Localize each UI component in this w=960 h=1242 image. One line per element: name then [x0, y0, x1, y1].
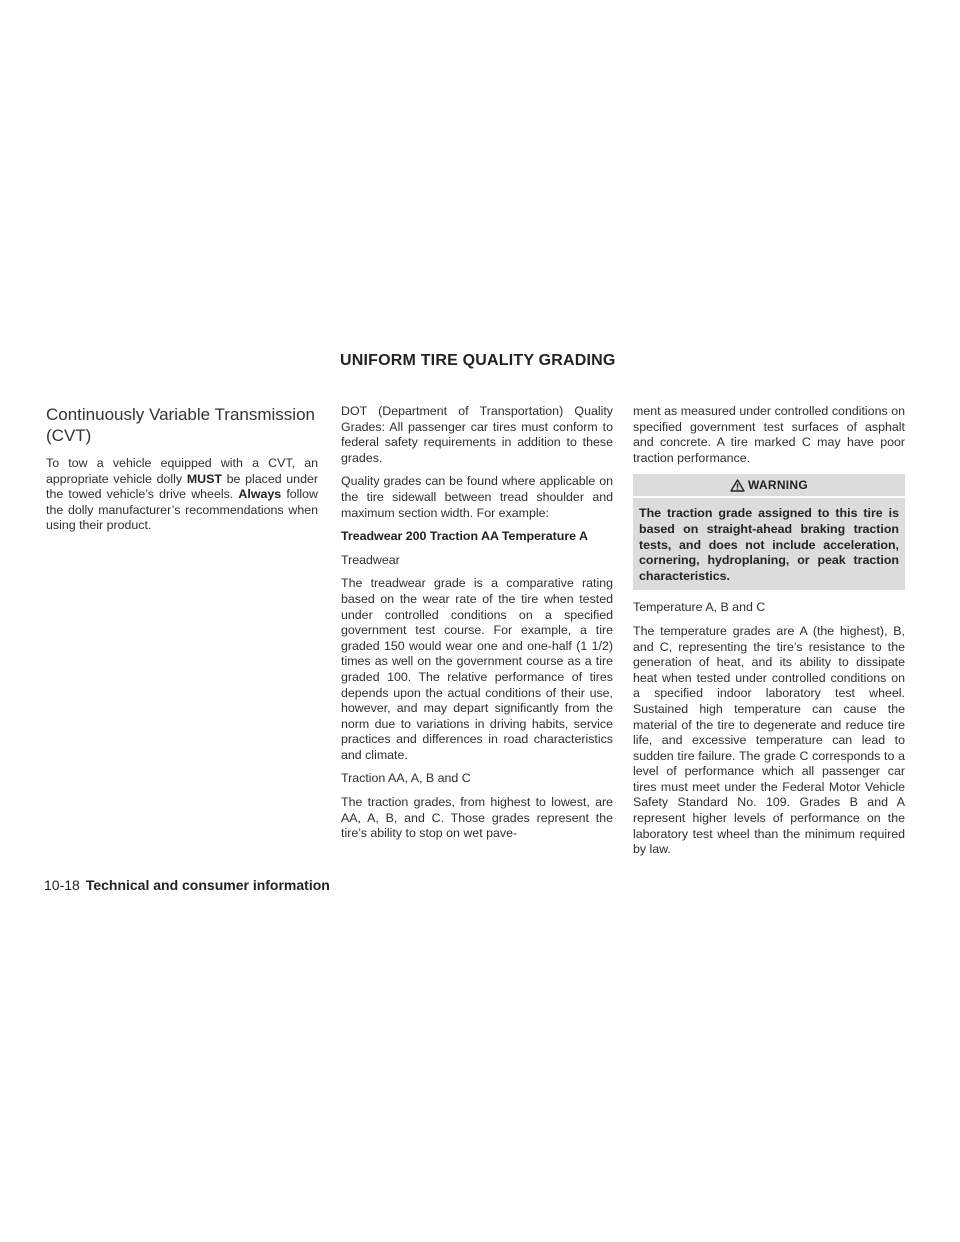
subheading-cvt: Continuously Variable Transmission (CVT) [46, 405, 315, 445]
paragraph-dot-grades: DOT (Department of Transportation) Quality Grades: All passenger car tires must conform to federal safety requirements in addition to these grades. [341, 404, 613, 465]
paragraph-treadwear: The treadwear grade is a comparative rating based on the wear rate of the tire when tested under controlled conditions on a specified government test course. For example, a tire graded 150 would wear one and one-half (1 1/2) times as well on the government course as a tire graded 100. The relative performance of tires depends upon the actual conditions of their use, however, and may depart significantly from the norm due to variations in driving habits, service practices and differences in road characteristics and climate. [341, 576, 613, 762]
text-run: follow the dolly manufacturer’s recommendations when using their product. [46, 487, 318, 533]
text-run: be placed under the towed vehicle’s drive wheels. [46, 471, 318, 502]
warning-triangle-icon [730, 479, 745, 492]
page-footer [44, 877, 330, 893]
heading-traction: Traction AA, A, B and C [341, 771, 471, 786]
column-right [633, 404, 905, 858]
paragraph-cvt-towing [46, 456, 318, 534]
emphasis-always: Always [238, 487, 282, 502]
column-left [46, 404, 318, 542]
text-run: To tow a vehicle equipped with a CVT, an appropriate vehicle dolly [46, 456, 318, 486]
heading-treadwear: Treadwear [341, 552, 400, 567]
paragraph-traction: The traction grades, from highest to lowest, are AA, A, B, and C. Those grades represent the tire’s ability to stop on wet pave- [341, 795, 613, 841]
emphasis-must: MUST [186, 471, 222, 486]
paragraph-grade-location: Quality grades can be found where applicable on the tire sidewall between tread shoulder and maximum section width. For example: [341, 474, 613, 520]
chapter-title: Technical and consumer information [85, 877, 330, 893]
section-title: UNIFORM TIRE QUALITY GRADING [340, 352, 616, 369]
example-grade [341, 529, 613, 545]
page-number: 10-18 [44, 877, 80, 893]
example-grade-text: Treadwear 200 Traction AA Temperature A [341, 529, 588, 544]
warning-header [633, 474, 905, 496]
heading-temperature: Temperature A, B and C [633, 600, 766, 615]
paragraph-temperature: The temperature grades are A (the highest), B, and C, representing the tire’s resistance to the generation of heat, and its ability to dissipate heat when tested under controlled conditions on a specified indoor laboratory test wheel. Sustained high temperature can cause the material of the tire to degenerate and reduce tire life, and excessive temperature can lead to sudden tire failure. The grade C corresponds to a level of performance which all passenger car tires must meet under the Federal Motor Vehicle Safety Standard No. 109. Grades B and A represent higher levels of performance on the laboratory test wheel than the minimum required by law. [633, 623, 905, 857]
column-middle [341, 404, 613, 842]
warning-box [633, 474, 905, 590]
warning-label: WARNING [747, 478, 809, 493]
paragraph-traction-cont: ment as measured under controlled conditions on specified government test surfaces of asphalt and concrete. A tire marked C may have poor traction performance. [633, 404, 905, 465]
warning-text: The traction grade assigned to this tire is based on straight-ahead braking traction tests, and does not include acceleration, cornering, hydroplaning, or peak traction characteristics. [633, 498, 905, 590]
